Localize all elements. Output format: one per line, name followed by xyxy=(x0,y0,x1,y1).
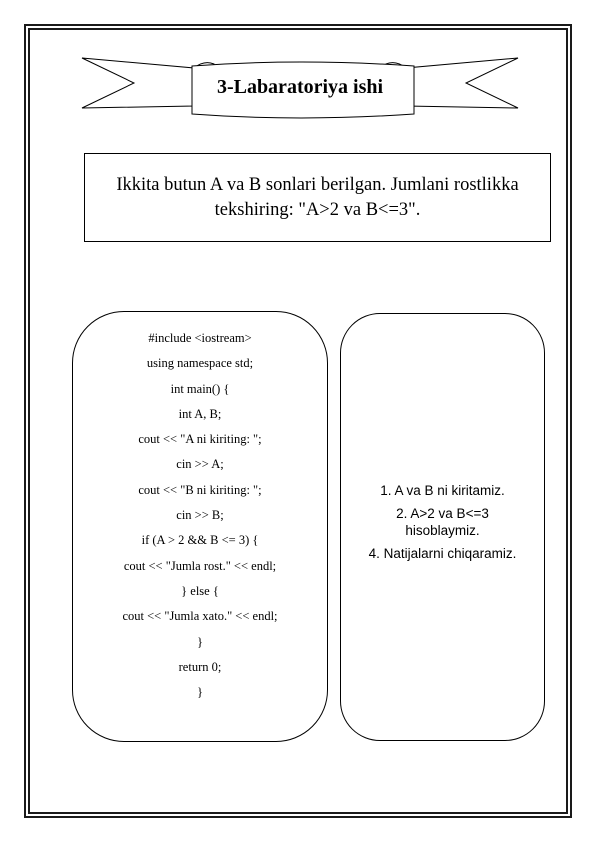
code-line: return 0; xyxy=(178,659,222,674)
code-line: cout << "B ni kiriting: "; xyxy=(138,482,262,497)
code-line: } else { xyxy=(181,583,219,598)
code-line: cin >> A; xyxy=(176,457,224,472)
code-line: int main() { xyxy=(170,381,230,396)
steps-panel xyxy=(340,313,545,741)
step-item: 4. Natijalarni chiqaramiz. xyxy=(368,546,517,561)
code-line: int A, B; xyxy=(178,406,222,421)
page-title: 3-Labaratoriya ishi xyxy=(216,76,384,98)
task-text: Ikkita butun A va B sonlari berilgan. Jumlani rostlikka tekshiring: "A>2 va B<=3". xyxy=(116,174,519,220)
code-line: if (A > 2 && B <= 3) { xyxy=(141,533,259,548)
steps-list xyxy=(341,482,544,568)
code-line: cout << "Jumla rost." << endl; xyxy=(123,558,277,573)
code-listing xyxy=(73,330,327,709)
code-line: cout << "A ni kiriting: "; xyxy=(138,432,262,447)
code-line: #include <iostream> xyxy=(148,331,252,345)
code-panel xyxy=(72,311,328,742)
code-line: } xyxy=(197,685,203,700)
code-line: } xyxy=(197,634,203,649)
task-box xyxy=(84,153,551,242)
code-line: cin >> B; xyxy=(176,508,224,523)
step-item: 2. A>2 va B<=3 hisoblaymiz. xyxy=(396,506,489,538)
code-line: using namespace std; xyxy=(146,356,254,371)
title-banner xyxy=(80,56,520,120)
step-item: 1. A va B ni kiritamiz. xyxy=(380,483,505,498)
code-line: cout << "Jumla xato." << endl; xyxy=(122,609,278,624)
